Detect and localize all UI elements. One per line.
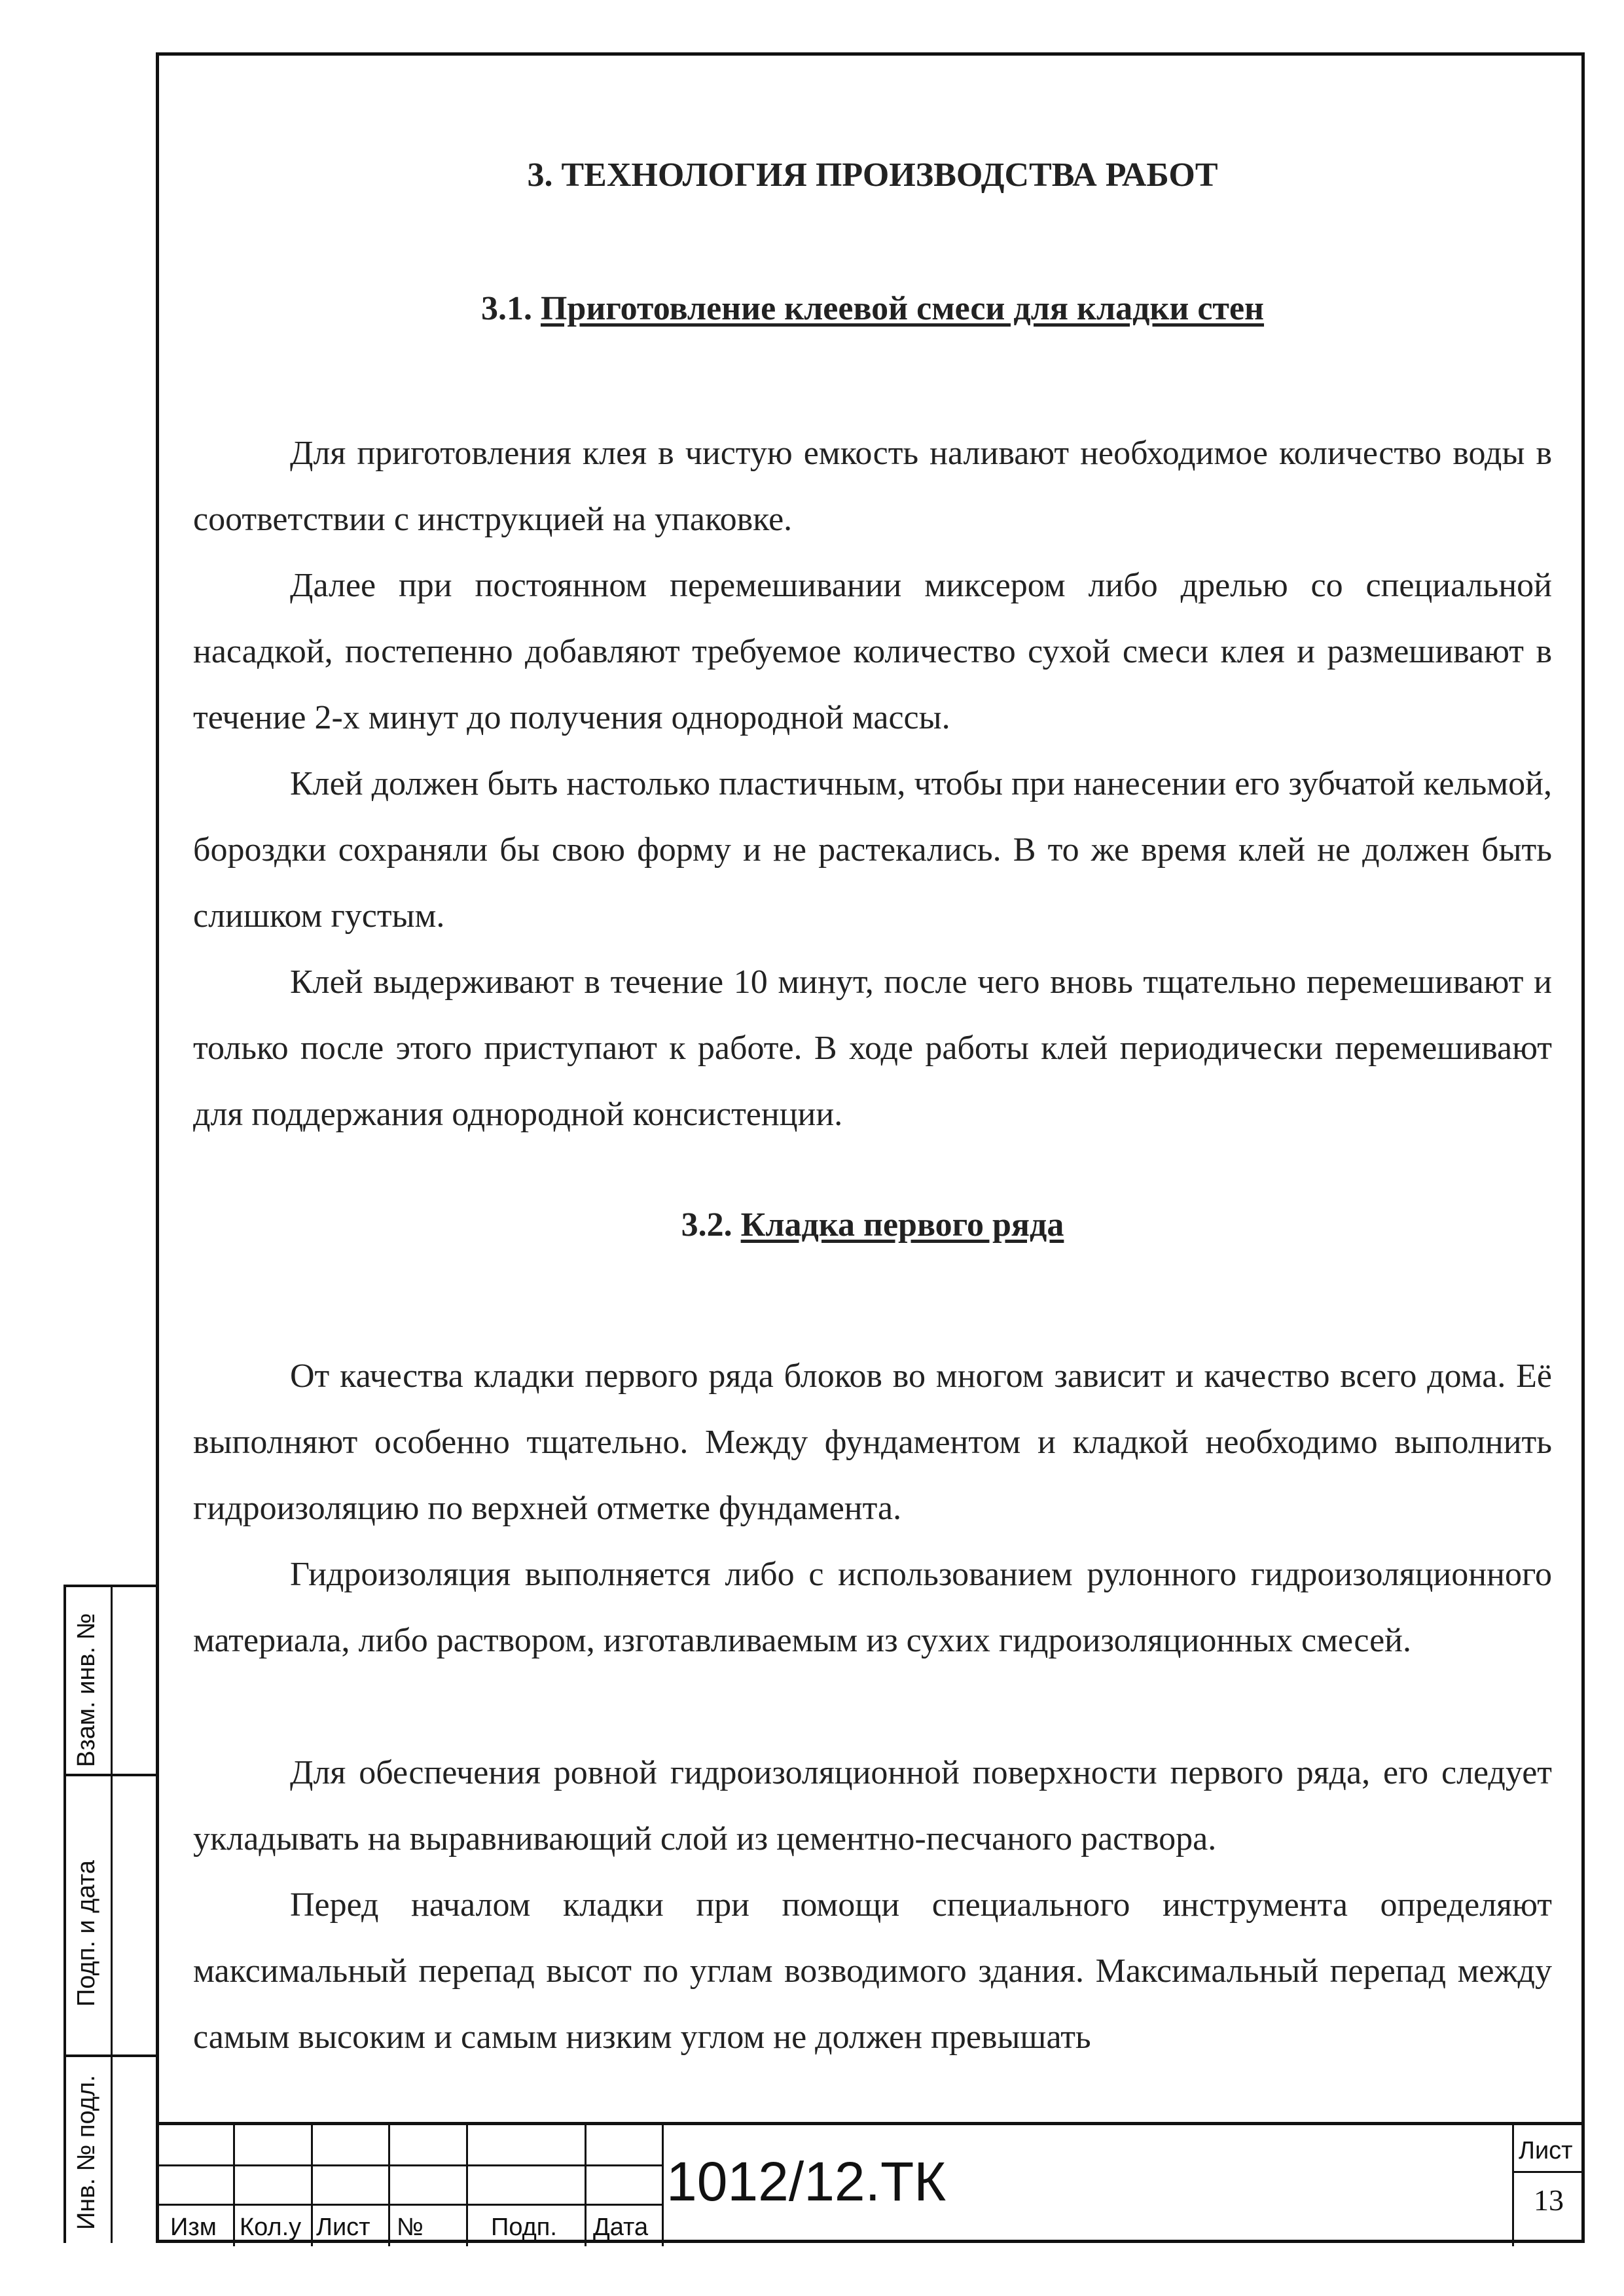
inv-podl-label: Инв. № подл. [73,2075,100,2230]
paragraph: Клей должен быть настолько пластичным, чтобы при нанесении его зубчатой кельмой, бороздки сохраняли бы свою форму и не растекались. В то же время клей не должен быть слишком густым. [193,765,1552,935]
subsection-2-heading [193,1206,1552,1244]
paragraph: Для приготовления клея в чистую емкость наливают необходимое количество воды в соответствии с инструкцией на упаковке. [193,435,1552,538]
grid-line [662,2125,664,2246]
kolu-label: Кол.у [240,2214,302,2241]
podp-label: Подп. [491,2214,557,2241]
paragraph: Перед началом кладки при помощи специального инструмента определяют максимальный перепад высот по углам возводимого здания. Максимальный перепад между самым высоким и самым низким углом не должен превышать [193,1886,1552,2056]
title-block [156,2122,1585,2243]
grid-line [585,2125,586,2246]
izm-label: Изм [170,2214,217,2241]
document-code: 1012/12.ТК [666,2151,947,2212]
subsection-2-title: Кладка первого ряда [740,1206,1064,1244]
paragraph: Клей выдерживают в течение 10 минут, после чего вновь тщательно перемешивают и только после этого приступают к работе. В ходе работы клей периодически перемешивают для поддержания однородной консистенции. [193,963,1552,1133]
subsection-1-heading [193,289,1552,328]
vzam-inv-label: Взам. инв. № [73,1613,100,1767]
grid-line [156,2164,662,2166]
grid-line [466,2125,468,2246]
podp-data-label: Подп. и дата [73,1860,100,2007]
number-label: № [397,2214,424,2241]
data-label: Дата [593,2214,649,2241]
side-stamp [63,1585,156,2243]
subsection-1-title: Приготовление клеевой смеси для кладки стен [540,290,1265,327]
side-stamp-divider [63,2054,156,2057]
list-label: Лист [316,2214,370,2241]
grid-line [311,2125,313,2246]
grid-line [1512,2171,1585,2173]
side-stamp-divider [63,1585,156,1587]
paragraph: Далее при постоянном перемешивании миксером либо дрелью со специальной насадкой, постепенно добавляют требуемое количество сухой смеси клея и размешивают в течение 2-х минут до получения однородной массы. [193,567,1552,736]
grid-line [156,2204,662,2206]
paragraph: Гидроизоляция выполняется либо с использованием рулонного гидроизоляционного материала, либо раствором, изготавливаемым из сухих гидроизоляционных смесей. [193,1556,1552,1659]
paragraph: Для обеспечения ровной гидроизоляционной поверхности первого ряда, его следует укладывать на выравнивающий слой из цементно-песчаного раствора. [193,1754,1552,1857]
side-stamp-inner-line [111,1585,113,2243]
grid-line [233,2125,235,2246]
subsection-2-number: 3.2. [681,1206,732,1244]
paragraph: От качества кладки первого ряда блоков во многом зависит и качество всего дома. Её выполняют особенно тщательно. Между фундаментом и кладкой необходимо выполнить гидроизоляцию по верхней отметке фундамента. [193,1357,1552,1527]
sheet-label: Лист [1519,2137,1573,2164]
sheet-number: 13 [1534,2183,1564,2217]
side-stamp-divider [63,1774,156,1776]
subsection-1-number: 3.1. [480,290,532,327]
grid-line [388,2125,390,2246]
section-title: 3. ТЕХНОЛОГИЯ ПРОИЗВОДСТВА РАБОТ [527,156,1218,194]
